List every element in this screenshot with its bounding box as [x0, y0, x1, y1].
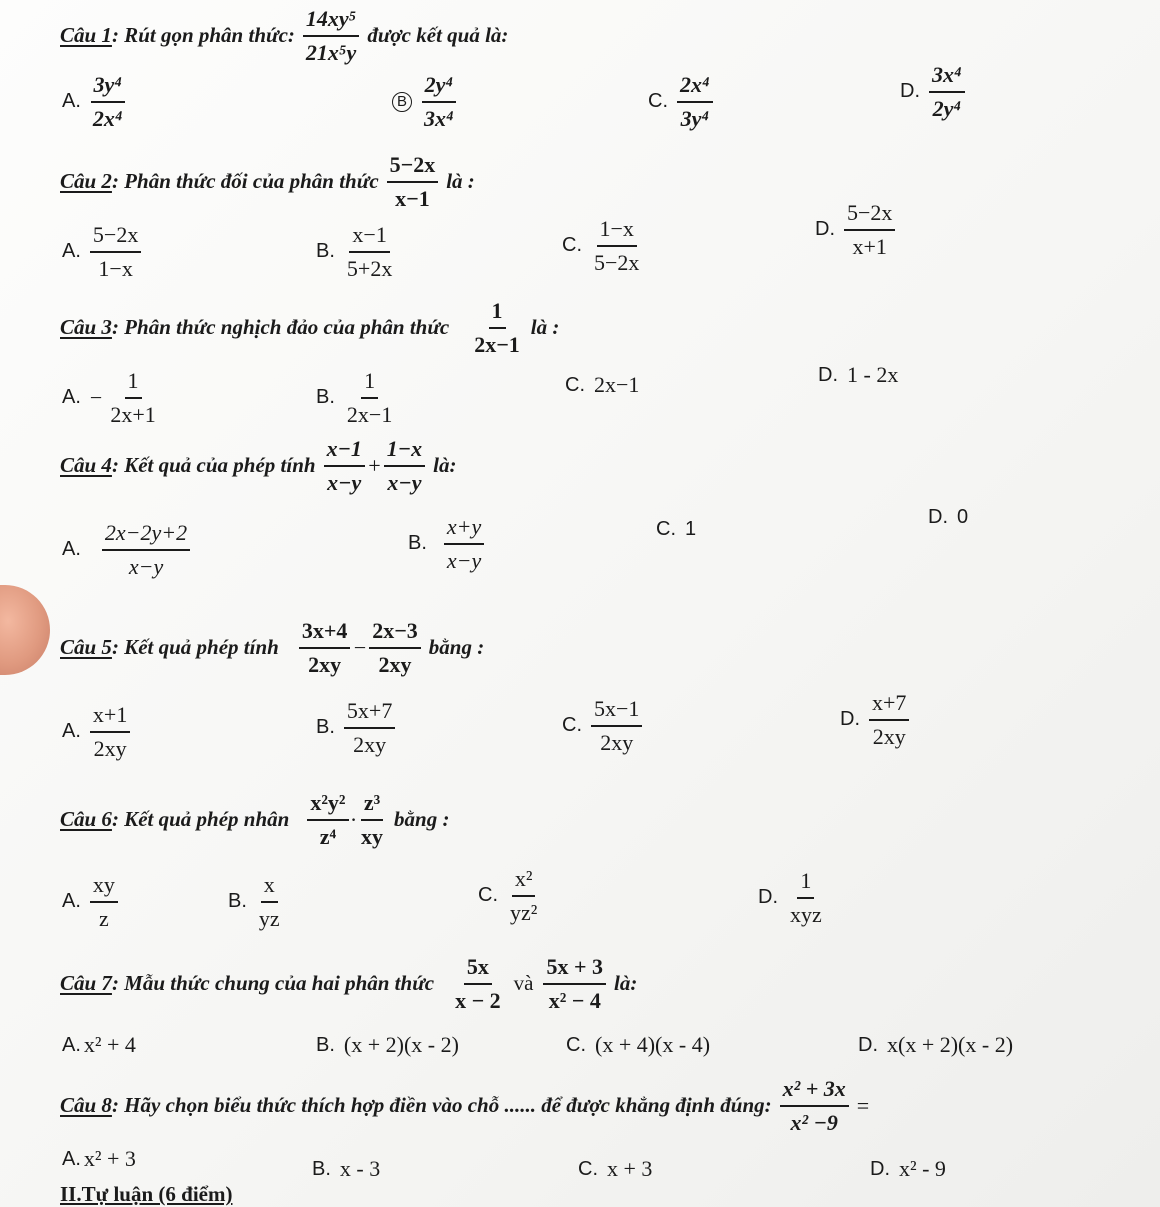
q4-option-c[interactable]: C. 1: [656, 518, 697, 540]
question-number: Câu 1: [60, 23, 112, 48]
question-text: : Phân thức đối của phân thức: [111, 169, 379, 194]
question-fraction-2: $\frac{1-x}{x-y}$: [384, 436, 425, 496]
question-fraction-1: 3x+4 2xy: [299, 618, 351, 678]
q8-option-b[interactable]: B. x - 3: [312, 1156, 381, 1181]
question-suffix: là:: [433, 453, 457, 478]
question-suffix: =: [856, 1092, 870, 1118]
question-fraction: 5−2x x−1: [387, 152, 439, 212]
q1-option-b[interactable]: B 2y⁴ 3x⁴: [392, 72, 457, 132]
question-suffix: bằng :: [394, 807, 450, 832]
question-suffix: bằng :: [428, 635, 485, 660]
q3-option-d[interactable]: D. 1 - 2x: [818, 362, 899, 387]
question-number: Câu 4: [60, 453, 112, 478]
section-heading-essay: II.Tự luận (6 điểm): [60, 1182, 233, 1206]
question-suffix: là :: [446, 169, 475, 194]
q5-option-a[interactable]: A. x+1 2xy: [62, 702, 130, 762]
q3-option-b[interactable]: B. 1 2x−1: [316, 368, 393, 427]
q5-option-b[interactable]: B. 5x+7 2xy: [316, 698, 395, 758]
q4-option-a[interactable]: A. 2x−2y+2 x−y: [62, 520, 190, 580]
q4-option-b[interactable]: B. x+y x−y: [408, 514, 484, 574]
question-fraction: $\frac{\text{x² + 3x}}{\text{x² −9}}$: [780, 1076, 849, 1136]
question-number: Câu 5: [60, 635, 112, 660]
question-4: [60, 436, 456, 496]
question-suffix: là :: [530, 315, 560, 340]
question-suffix: được kết quả là:: [367, 23, 509, 48]
q2-option-c[interactable]: C. 1−x 5−2x: [562, 216, 640, 275]
q7-option-a[interactable]: A. x² + 4: [62, 1032, 136, 1057]
q1-option-d[interactable]: D. 3x⁴ 2y⁴: [900, 62, 965, 122]
question-text: : Kết quả phép nhân: [111, 807, 290, 832]
question-number: Câu 2: [60, 169, 112, 194]
circled-answer-mark: B: [392, 92, 412, 112]
question-suffix: là:: [614, 971, 638, 996]
question-fraction-1: x−1 x−y: [324, 436, 365, 496]
question-number: Câu 8: [60, 1093, 112, 1118]
question-text: : Kết quả của phép tính: [111, 453, 316, 478]
q2-option-a[interactable]: A. 5−2x 1−x: [62, 222, 141, 282]
q3-option-a[interactable]: A. − $\frac{1}{2x+1}$: [62, 368, 156, 427]
question-2: [60, 152, 475, 212]
q1-option-a[interactable]: A. 3y⁴ 2x⁴: [62, 72, 126, 132]
question-text: : Mẫu thức chung của hai phân thức: [111, 971, 435, 996]
q1-option-c[interactable]: C. 2x⁴ 3y⁴: [648, 72, 713, 132]
question-text: : Phân thức nghịch đảo của phân thức: [111, 315, 450, 340]
question-number: Câu 7: [60, 971, 112, 996]
q8-option-a[interactable]: A. x² + 3: [62, 1146, 136, 1171]
question-6: [60, 790, 449, 850]
question-fraction-2: $\frac{2x-3}{2xy}$: [369, 618, 421, 678]
q6-option-c[interactable]: C. x² yz²: [478, 866, 538, 925]
q7-option-c[interactable]: C. (x + 4)(x - 4): [566, 1032, 711, 1057]
operator: và: [513, 971, 534, 996]
finger-photo-artifact: [0, 585, 50, 675]
q3-option-c[interactable]: C. 2x−1: [565, 372, 640, 397]
q5-option-d[interactable]: D. x+7 2xy: [840, 690, 909, 750]
q4-option-d[interactable]: D. 0: [928, 506, 969, 528]
q6-option-a[interactable]: A. xy z: [62, 872, 118, 932]
q6-option-b[interactable]: B. x yz: [228, 872, 280, 931]
question-fraction-2: z³ xy: [361, 790, 384, 849]
question-1: [60, 6, 508, 66]
question-text: : Rút gọn phân thức:: [111, 23, 295, 48]
question-3: [60, 298, 559, 358]
q7-option-d[interactable]: D. x(x + 2)(x - 2): [858, 1032, 1014, 1057]
question-fraction: 1 2x−1: [474, 298, 520, 357]
question-number: Câu 3: [60, 315, 112, 340]
q5-option-c[interactable]: C. 5x−1 2xy: [562, 696, 642, 756]
question-5: [60, 618, 484, 678]
question-fraction-1: x²y² z⁴: [307, 790, 348, 850]
q6-option-d[interactable]: D. 1 xyz: [758, 868, 822, 927]
question-8: [60, 1076, 869, 1136]
q8-option-c[interactable]: C. x + 3: [578, 1156, 653, 1181]
question-fraction-1: 5x x − 2: [455, 954, 501, 1013]
operator: −: [352, 634, 368, 660]
q2-option-d[interactable]: D. 5−2x x+1: [815, 200, 895, 260]
question-number: Câu 6: [60, 807, 112, 832]
q2-option-b[interactable]: B. x−1 5+2x: [316, 222, 393, 281]
q7-option-b[interactable]: B. (x + 2)(x - 2): [316, 1032, 459, 1057]
operator: +: [366, 452, 382, 478]
q8-option-d[interactable]: D. x² - 9: [870, 1156, 946, 1181]
question-fraction-2: 5x + 3 x² − 4: [543, 954, 606, 1014]
operator: ·: [350, 806, 357, 832]
question-7: [60, 954, 637, 1014]
question-text: : Hãy chọn biểu thức thích hợp điền vào chỗ ...... để được khẳng định đúng:: [111, 1093, 772, 1118]
question-text: : Kết quả phép tính: [111, 635, 279, 660]
question-fraction: 14xy⁵ 21x⁵y: [303, 6, 359, 66]
